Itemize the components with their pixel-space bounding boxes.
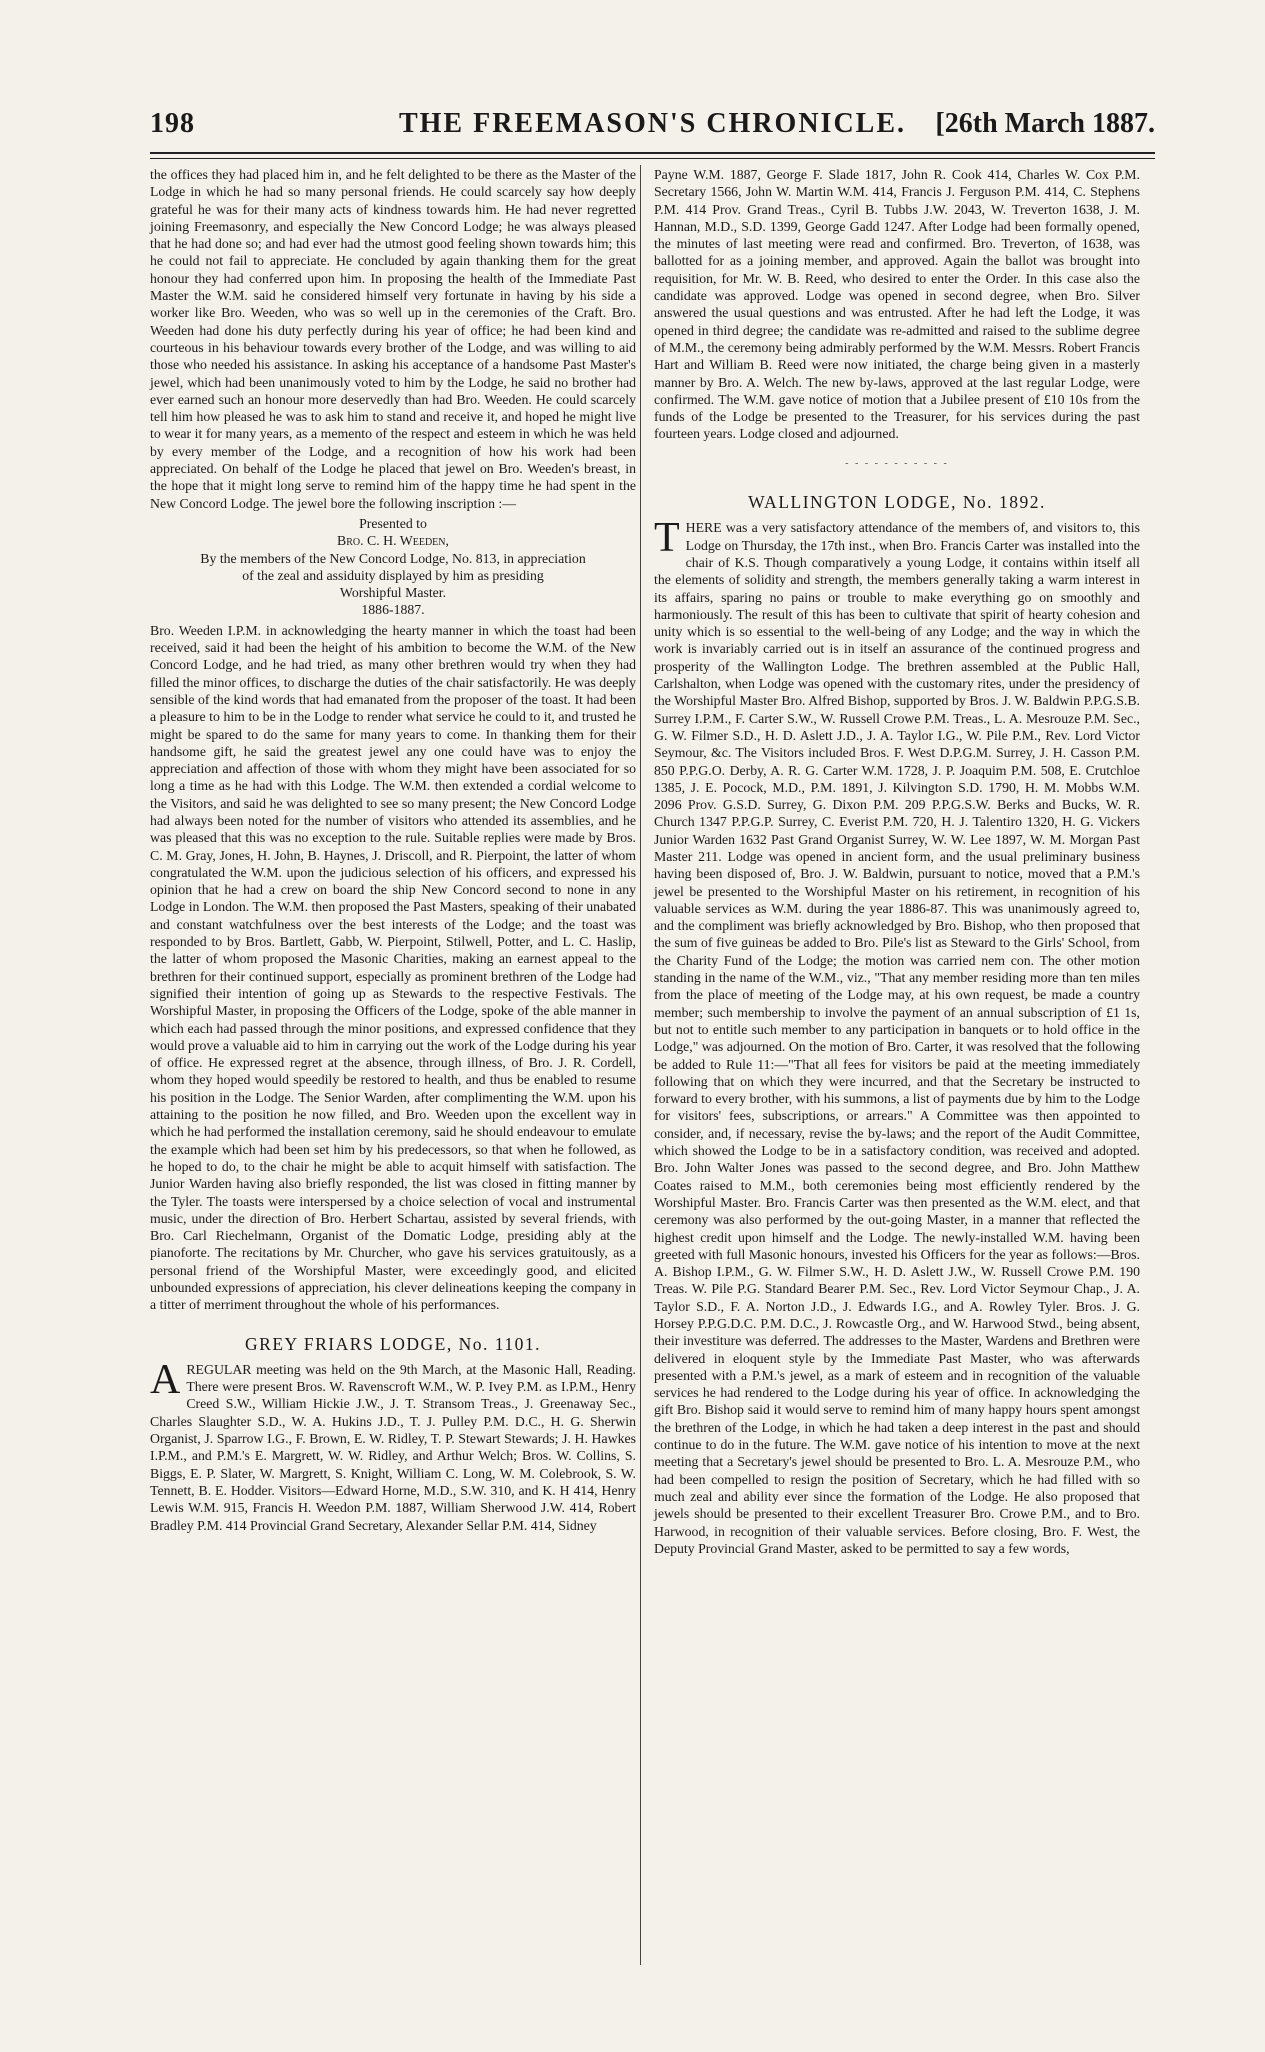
section-heading: GREY FRIARS LODGE, No. 1101. xyxy=(245,1333,541,1354)
grey-friars-text: REGULAR meeting was held on the 9th March, at the Masonic Hall, Reading. There were present Bros. W. Ravenscroft W.M., W. P. Ivey P.M. as I.P.M., Henry Creed S.W., William Hickie J.W., J. T. Stransom Treas., J. Greenaway Sec., Charles Slaughter S.D., W. A. Hukins J.D., T. J. Pulley P.M. D.C., H. G. Sherwin Organist, J. Sparrow I.G., F. Brown, E. W. Ridley, T. P. Stewart Stewards; J. H. Hawkes I.P.M., and P.M.'s E. Margrett, W. W. Ridley, and Arthur Welch; Bros. W. Collins, S. Biggs, E. P. Slater, W. Margrett, S. Knight, William C. Long, W. M. Colebrook, S. W. Tennett, B. E. Hodder. Visitors—Edward Horne, M.D., S.W. 310, and K. H 414, Henry Lewis W.M. 915, Francis H. Weedon P.M. 1887, William Sherwood J.W. 414, Robert Bradley P.M. 414 Provincial Grand Secretary, Alexander Sellar P.M. 414, Sidney xyxy=(150,1361,636,1533)
inscription-line: Worshipful Master. xyxy=(339,585,447,601)
inscription-line: 1886-1887. xyxy=(361,602,425,618)
header-rule-thick xyxy=(150,152,1155,154)
wallington-report xyxy=(654,515,1140,1557)
wallington-text: HERE was a very satisfactory attendance of the members of, and visitors to, this Lodge on Thursday, the 17th inst., when Bro. Francis Carter was installed into the chair of K.S. Though comparatively a young Lodge, it contains within itself all the elements of solidity and strength, the members generally taking a warm interest in its affairs, sparing no pains or trouble to make everything go on smoothly and harmoniously. The result of this has been to cultivate that spirit of hearty cohesion and unity which is so essential to the well-being of any Lodge; and the way in which the work is invariably carried out is in itself an assurance of the continued progress and prosperity of the Wallington Lodge. The brethren assembled at the Public Hall, Carlshalton, when Lodge was opened with the customary rites, under the presidency of the Worshipful Master Bro. Alfred Bishop, supported by Bros. J. W. Baldwin P.P.G.S.B. Surrey I.P.M., F. Carter S.W., W. Russell Crowe P.M. Treas., L. A. Mesrouze P.M. Sec., G. W. Filmer S.D., H. D. Aslett J.D., J. A. Taylor I.G., W. Pile P.M., Rev. Lord Victor Seymour, &c. The Visitors included Bros. F. West D.P.G.M. Surrey, J. H. Casson P.M. 850 P.P.G.O. Derby, A. R. G. Carter W.M. 1728, J. P. Joaquim P.M. 508, E. Crutchloe 1385, J. E. Pocock, M.D., P.M. 1891, J. Kilvington S.D. 1790, H. M. Mobbs W.M. 2096 Prov. G.S.D. Surrey, G. Dixon P.M. 209 P.P.G.S.W. Berks and Bucks, W. R. Church 1347 P.P.G.P. Surrey, C. Everist P.M. 720, H. J. Talentiro 1320, H. G. Vickers Junior Warden 1632 Past Grand Organist Surrey, W. W. Lee 1897, W. M. Morgan Past Master 211. Lodge was opened in ancient form, and the usual preliminary business having been disposed of, Bro. J. W. Baldwin, pursuant to notice, moved that a P.M.'s jewel be presented to the Worshipful Master on his retirement, in recognition of his valuable services as W.M. during the year 1886-87. This was unanimously agreed to, and the compliment was briefly acknowledged by Bro. Bishop, who then proposed that the sum of five guineas be added to Bro. Pile's list as Steward to the Girls' School, from the Charity Fund of the Lodge; the motion was carried nem con. The other motion standing in the name of the W.M., viz., "That any member residing more than ten miles from the place of meeting of the Lodge may, at his own request, be made a country member; such membership to involve the payment of an annual subscription of £1 1s, but not to entitle such member to any participation in banquets or to hold office in the Lodge," was adjourned. On the motion of Bro. Carter, it was resolved that the following be added to Rule 11:—"That all fees for visitors be paid at the meeting immediately following that on which they were incurred, and that the Secretary be instructed to forward to every brother, with his summons, a list of payments due by him to the Lodge for visitors' fees, subscriptions, or arrears." A Committee was then appointed to consider, and, if necessary, revise the by-laws; and the report of the Audit Committee, which showed the Lodge to be in a satisfactory condition, was received and adopted. Bro. John Walter Jones was passed to the second degree, and Bro. John Matthew Coates raised to M.M., both ceremonies being most efficiently rendered by the Worshipful Master. Bro. Francis Carter was then presented as the W.M. elect, and that ceremony was also performed by the out-going Master, in a manner that reflected the highest credit upon himself and the Lodge. The newly-installed W.M. having been greeted with full Masonic honours, invested his Officers for the year as follows:—Bros. A. Bishop I.P.M., G. W. Filmer S.W., H. D. Aslett J.W., W. Russell Crowe P.M. 190 Treas. W. Pile P.G. Standard Bearer P.M. Sec., Rev. Lord Victor Seymour Chap., J. A. Taylor S.D., F. A. Norton J.D., J. Edwards I.G., and A. Rowley Tyler. Bros. J. G. Horsey P.P.G.D.C. P.M. D.C., J. Rowcastle Org., and W. Harwood Stwd., being absent, their investiture was deferred. The addresses to the Master, Wardens and Brethren were delivered in eloquent style by the Immediate Past Master, who was afterwards presented with a P.M.'s jewel, as a mark of esteem and in recognition of the valuable services he had rendered to the Lodge during his year of office. In acknowledging the gift Bro. Bishop said it would serve to remind him of many happy hours spent amongst the brethren of the Lodge, in which he had taken a deep interest in the past and should continue to do in the future. The W.M. gave notice of his intention to move at the next meeting that a Secretary's jewel should be presented to Bro. L. A. Mesrouze P.M., who had been compelled to resign the position of Secretary, which he had filled with so much zeal and ability ever since the formation of the Lodge. He also proposed that jewels should be presented to their excellent Treasurer Bro. Crowe P.M., and to Bro. Harwood, in recognition of their valuable services. Before closing, Bro. F. West, the Deputy Provincial Grand Master, asked to be permitted to say a few words, xyxy=(654,520,1140,1556)
masthead-title: THE FREEMASON'S CHRONICLE. xyxy=(398,108,907,139)
drop-cap: T xyxy=(654,515,680,562)
inscription-line: Presented to xyxy=(359,515,427,531)
section-heading: WALLINGTON LODGE, No. 1892. xyxy=(748,492,1046,513)
drop-cap: A xyxy=(150,1356,181,1403)
new-concord-report-continued: the offices they had placed him in, and he felt delighted to be there as the Master of the Lodge in which he had so many personal friends. He could scarcely say how deeply grateful he was for their many acts of kindness towards him. He had never regretted joining Freemasonry, and especially the New Concord Lodge; he was always pleased that he had done so; and had ever had the utmost good feeling shown towards him; this he could not fail to appreciate. He concluded by again thanking them for the great honour they had conferred upon him. In proposing the health of the Immediate Past Master the W.M. said he considered himself very fortunate in having by his side a worker like Bro. Weeden, who was so well up in the ceremonies of the Craft. Bro. Weeden had done his duty perfectly during his year of office; he had been kind and courteous in his behaviour towards every brother of the Lodge, and was willing to aid those who needed his assistance. In asking his acceptance of a handsome Past Master's jewel, which had been unanimously voted to him by the Lodge, he said no brother had ever earned such an honour more deservedly than had Bro. Weeden. He could scarcely tell him how pleased he was to ask him to stand and receive it, and hoped he might live to wear it for many years, as a memento of the respect and esteem in which he was held by every member of the Lodge, and a recognition of how his work had been appreciated. On behalf of the Lodge he placed that jewel on Bro. Weeden's breast, in the hope that it might long serve to remind him of the happy time he had spent in the New Concord Lodge. The jewel bore the following inscription :— xyxy=(150,167,636,511)
weeden-reply-paragraph: Bro. Weeden I.P.M. in acknowledging the hearty manner in which the toast had been received, said it had been the height of his ambition to become the W.M. of the New Concord Lodge, and he had tried, as many other brethren would try when they had filled the minor offices, to discharge the duties of the chair satisfactorily. He was deeply sensible of the kind words that had emanated from the proposer of the toast. It had been a pleasure to him to be in the Lodge to render what service he could to it, and trusted he might be spared to do the same for many years to come. In thanking them for their handsome gift, he said the greatest jewel any one could have was to enjoy the appreciation and affection of those with whom they might have been associated for so long a time as he had with this Lodge. The W.M. then extended a cordial welcome to the Visitors, and said he was delighted to see so many present; the New Concord Lodge had always been noted for the number of visitors who attended its assemblies, and he was pleased that this was no exception to the rule. Suitable replies were made by Bros. C. M. Gray, Jones, H. John, B. Haynes, J. Driscoll, and R. Pierpoint, the latter of whom congratulated the W.M. upon the judicious selection of his officers, and expressed his opinion that he had a crew on board the ship New Concord second to none in any Lodge in London. The W.M. then proposed the Past Masters, speaking of their unabated and constant watchfulness over the best interests of the Lodge; and the toast was responded to by Bros. Bartlett, Gabb, W. Pierpoint, Stilwell, Potter, and L. C. Haslip, the latter of whom proposed the Masonic Charities, making an earnest appeal to the brethren for their continued support, especially as prominent brethren of the Lodge had signified their intention of going up as Stewards to the respective Festivals. The Worshipful Master, in proposing the Officers of the Lodge, spoke of the able manner in which each had passed through the minor positions, and expressed confidence that they would prove a valuable aid to him in carrying out the work of the Lodge during his year of office. He expressed regret at the absence, through illness, of Bro. J. R. Cordell, whom they hoped would speedily be restored to health, and thus be enabled to resume his position in the Lodge. The Senior Warden, after complimenting the W.M. upon his attaining to the position he now filled, and Bro. Weeden upon the excellent way in which he had performed the installation ceremony, said he should endeavour to emulate the example which had been set him by his predecessors, so that when he followed, as he hoped to do, to the chair he might be able to acquit himself with satisfaction. The Junior Warden having also briefly responded, the list was closed in fitting manner by the Tyler. The toasts were interspersed by a choice selection of vocal and instrumental music, under the direction of Bro. Herbert Schartau, assisted by several friends, with Bro. Carl Riechelmann, Organist of the Domatic Lodge, presiding ably at the pianoforte. The recitations by Mr. Churcher, who gave his services gratuitously, as a personal friend of the Worshipful Master, were exceedingly good, and elicited unbounded expressions of appreciation, his clever delineations keeping the company in a titter of merriment throughout the whole of his performances. xyxy=(150,622,636,1313)
left-column xyxy=(150,166,636,1537)
grey-friars-report xyxy=(150,1356,636,1534)
inscription-line: Bro. C. H. Weeden, xyxy=(337,533,449,549)
grey-friars-report-continued: Payne W.M. 1887, George F. Slade 1817, John R. Cook 414, Charles W. Cox P.M. Secretary 1566, John W. Martin W.M. 414, Francis J. Ferguson P.M. 414, C. Stephens P.M. 414 Prov. Grand Treas., Cyril B. Tubbs J.W. 2043, W. Treverton 1638, J. M. Hannan, M.D., S.D. 1399, George Gadd 1247. After Lodge had been formally opened, the minutes of last meeting were read and confirmed. Bro. Treverton, of 1638, was ballotted for as a joining member, and approved. Again the ballot was brought into requisition, for Mr. W. B. Reed, who desired to enter the Order. In this case also the candidate was approved. Lodge was opened in second degree, when Bro. Silver answered the usual questions and was entrusted. After he had left the Lodge, it was opened in third degree; the candidate was re-admitted and raised to the sublime degree of M.M., the ceremony being admirably performed by the W.M. Messrs. Robert Francis Hart and William B. Reed were now initiated, the charge being given in a masterly manner by Bro. A. Welch. The new by-laws, approved at the last regular Lodge, were confirmed. The W.M. gave notice of motion that a Jubilee present of £10 10s from the funds of the Lodge be presented to the Treasurer, for his services during the past fourteen years. Lodge closed and adjourned. xyxy=(654,167,1140,442)
header-rule-thin xyxy=(150,158,1155,159)
page-number: 198 xyxy=(150,108,195,139)
section-separator: - - - - - - - - - - - xyxy=(845,457,949,469)
right-column xyxy=(654,166,1140,1560)
inscription-line: of the zeal and assiduity displayed by him as presiding xyxy=(242,567,544,583)
jewel-inscription xyxy=(150,515,636,619)
page-header xyxy=(150,108,1155,148)
column-divider xyxy=(640,165,641,1965)
inscription-line: By the members of the New Concord Lodge, No. 813, in appreciation xyxy=(200,550,586,566)
issue-date: [26th March 1887. xyxy=(935,108,1155,139)
